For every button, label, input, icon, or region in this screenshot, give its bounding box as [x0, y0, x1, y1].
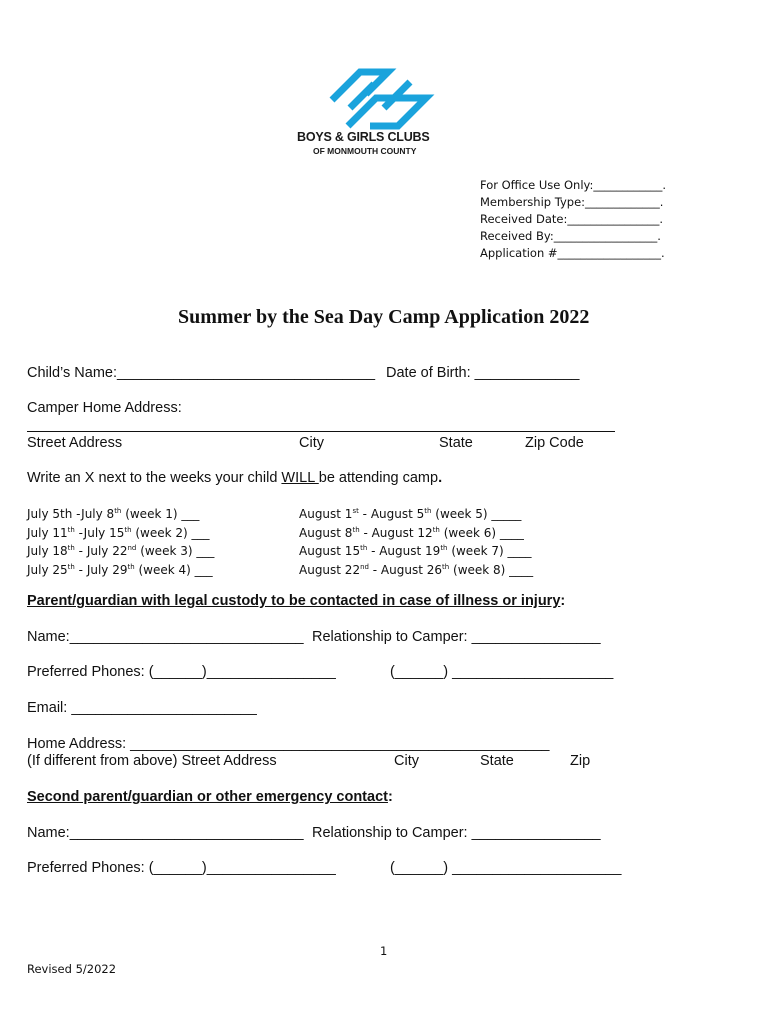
child-name-field[interactable]: Child’s Name:________________________________ — [27, 365, 376, 381]
office-line-membership: Membership Type:_____________. — [480, 195, 664, 209]
logo-text-line1: BOYS & GIRLS CLUBS — [297, 130, 430, 144]
parent2-heading — [27, 789, 393, 805]
parent1-relationship-field[interactable]: Relationship to Camper: ________________ — [312, 629, 601, 645]
parent1-phone-field[interactable]: Preferred Phones: (______)________________ — [27, 664, 336, 680]
street-address-label: Street Address — [27, 435, 123, 451]
office-line-use: For Office Use Only:____________. — [480, 178, 667, 192]
week-8-option[interactable]: August 22nd - August 26th (week 8) ____ — [299, 562, 534, 577]
weeks-instruction-pre: Write an X next to the weeks your child — [27, 470, 282, 486]
zip-code-label: Zip Code — [525, 435, 584, 451]
parent1-zip-label: Zip — [570, 753, 591, 769]
parent1-email-field[interactable]: Email: _______________________ — [27, 700, 257, 716]
week-4-option[interactable]: July 25th - July 29th (week 4) ___ — [27, 562, 213, 577]
camper-address-line[interactable] — [27, 431, 615, 432]
weeks-instruction — [27, 470, 442, 486]
office-line-received-date: Received Date:________________. — [480, 212, 663, 226]
state-label: State — [439, 435, 473, 451]
parent2-heading-text: Second parent/guardian or other emergency contact — [27, 789, 388, 805]
page-number: 1 — [380, 944, 388, 958]
parent2-phone-field[interactable]: Preferred Phones: (______)________________ — [27, 860, 336, 876]
weeks-right-column — [299, 504, 533, 578]
parent1-name-field[interactable]: Name:_____________________________ — [27, 629, 304, 645]
week-7-option[interactable]: August 15th - August 19th (week 7) ____ — [299, 544, 532, 558]
parent1-heading — [27, 593, 565, 609]
parent2-relationship-field[interactable]: Relationship to Camper: ________________ — [312, 825, 601, 841]
parent1-home-address-field[interactable]: Home Address: ____________________________________________________ — [27, 736, 550, 752]
weeks-instruction-dot: . — [438, 470, 443, 486]
logo-text-line2: OF MONMOUTH COUNTY — [313, 146, 417, 156]
office-line-received-by: Received By:__________________. — [480, 229, 661, 243]
parent2-phone2-field[interactable]: (______) _____________________ — [390, 860, 622, 876]
parent1-state-label: State — [480, 753, 514, 769]
parent1-heading-text: Parent/guardian with legal custody to be contacted in case of illness or injury — [27, 593, 561, 609]
week-2-option[interactable]: July 11th -July 15th (week 2) ___ — [27, 525, 210, 540]
child-dob-field[interactable]: Date of Birth: _____________ — [386, 365, 580, 381]
weeks-left-column — [27, 504, 214, 578]
form-title: Summer by the Sea Day Camp Application 2022 — [178, 306, 590, 328]
office-use-block — [480, 177, 666, 262]
week-6-option[interactable]: August 8th - August 12th (week 6) ____ — [299, 525, 524, 540]
camper-address-label: Camper Home Address: — [27, 400, 182, 416]
office-line-application: Application #__________________. — [480, 246, 665, 260]
parent1-city-label: City — [394, 753, 419, 769]
parent1-if-different-label: (If different from above) Street Address — [27, 753, 277, 769]
parent2-name-field[interactable]: Name:_____________________________ — [27, 825, 304, 841]
weeks-instruction-will: WILL — [281, 470, 319, 486]
week-3-option[interactable]: July 18th - July 22nd (week 3) ___ — [27, 544, 215, 558]
week-5-option[interactable]: August 1st - August 5th (week 5) _____ — [299, 507, 522, 521]
parent1-phone2-field[interactable]: (______) ____________________ — [390, 664, 614, 680]
parent1-heading-colon: : — [560, 593, 566, 609]
club-logo-icon — [326, 68, 444, 130]
week-1-option[interactable]: July 5th -July 8th (week 1) ___ — [27, 507, 200, 521]
parent2-heading-colon: : — [387, 789, 393, 805]
weeks-instruction-post: be attending camp — [318, 470, 439, 486]
revised-date: Revised 5/2022 — [27, 962, 117, 976]
city-label: City — [299, 435, 324, 451]
